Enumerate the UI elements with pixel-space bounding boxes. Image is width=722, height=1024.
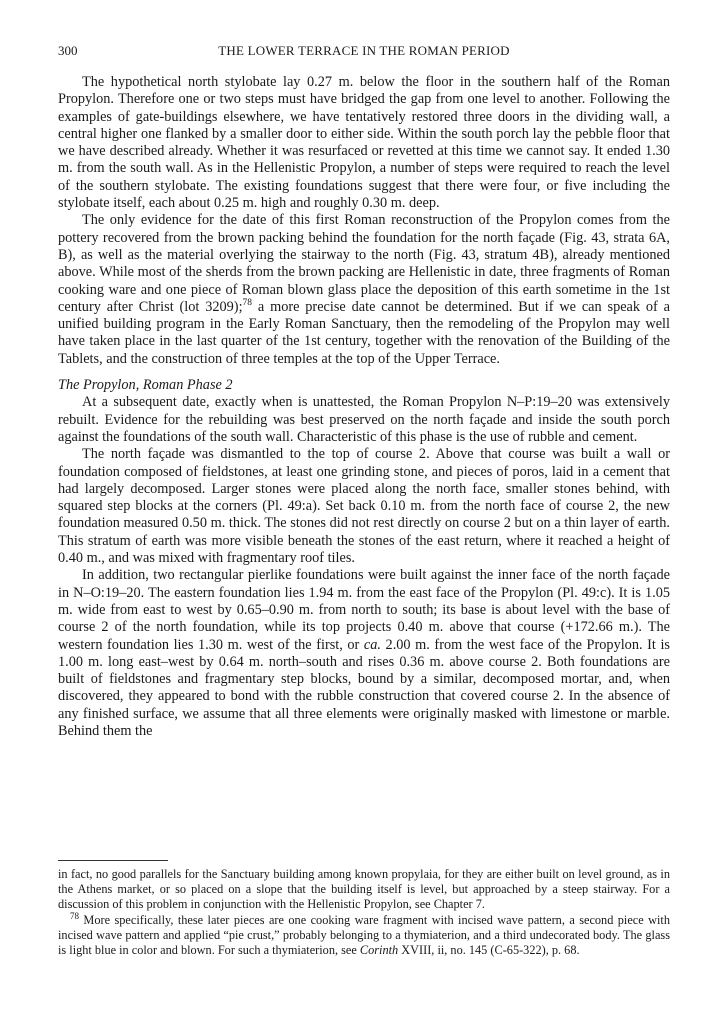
footnote-78 xyxy=(58,913,670,957)
italic-abbrev: ca. xyxy=(363,636,381,653)
paragraph xyxy=(58,567,670,740)
running-head: THE LOWER TERRACE IN THE ROMAN PERIOD xyxy=(218,43,510,58)
section-heading: The Propylon, Roman Phase 2 xyxy=(58,377,233,394)
footnote-divider xyxy=(58,860,168,861)
footnote-text: XVIII, ii, no. 145 (C-65-322), p. 68. xyxy=(398,942,580,957)
paragraph: At a subsequent date, exactly when is unattested, the Roman Propylon N–P:19–20 was extensively rebuilt. Evidence for the rebuilding was best preserved on the north façade and inside the south porch against the foundations of the south wall. Characteristic of this phase is the use of rubble and cement. xyxy=(58,394,670,445)
footnotes xyxy=(58,860,670,958)
paragraph-text: In addition, two rectangular pierlike foundations were built against the inner face of the north façade in N–O:19–20. The eastern foundation lies 1.94 m. from the east face of the Propylon (Pl. 49:c). It is 1.05 m. wide from east to west by 0.65–0.90 m. from north to south; its base is about level with the base of course 2 of the north foundation, while its top projects 0.40 m. above that course (+172.66 m.). The western foundation lies 1.30 m. west of the first, or xyxy=(58,567,670,653)
footnote-number: 78 xyxy=(70,911,79,922)
page-number: 300 xyxy=(58,43,78,58)
paragraph: The north façade was dismantled to the top of course 2. Above that course was built a wall or foundation composed of fieldstones, at least one grinding stone, and pieces of poros, laid in a cement that had largely decomposed. Larger stones were placed along the north face, smaller stones behind, with squared step blocks at the corners (Pl. 49:a). Set back 0.10 m. from the north face of course 2, the new foundation measured 0.50 m. thick. The stones did not rest directly on course 2 but on a thin layer of earth. This stratum of earth was more visible beneath the stones of the east return, where it reached a height of 0.40 m., and was mixed with fragmentary roof tiles. xyxy=(58,446,670,567)
main-text xyxy=(58,74,670,740)
paragraph-text: a more precise date cannot be determined. But if we can speak of a unified building program in the Early Roman Sanctuary, then the remodeling of the Propylon may well have taken place in the last quarter of the 1st century, together with the renovation of the Building of the Tablets, and the construction of three temples at the top of the Upper Terrace. xyxy=(58,298,670,367)
paragraph-text: The only evidence for the date of this first Roman reconstruction of the Propylon comes from the pottery recovered from the brown packing behind the foundation for the north façade (Fig. 43, strata 6A, B), as well as the material overlying the stairway to the north (Fig. 43, stratum 4B), already mentioned above. While most of the sherds from the brown packing are Hellenistic in date, three fragments of Roman cooking ware and one piece of Roman blown glass place the deposition of this earth sometime in the 1st century after Christ (lot 3209); xyxy=(58,212,670,315)
footnote-text: More specifically, these later pieces are one cooking ware fragment with incised wave pattern, a second piece with incised wave pattern and applied “pie crust,” probably belonging to a thymiaterion, and a third undecorated body. The glass is light blue in color and blown. For such a thymiaterion, see xyxy=(58,913,670,957)
paragraph-text: 2.00 m. from the west face of the Propylon. It is 1.00 m. long east–west by 0.64 m. north–south and rises 0.36 m. above course 2. Both foundations are built of fieldstones and fragmentary step blocks, bound by a similar, decomposed mortar, and, when discovered, they appeared to bond with the rubble construction that covered course 2. In the absence of any finished surface, we assume that all three elements were originally masked with limestone or marble. Behind them the xyxy=(58,636,670,739)
paragraph: The hypothetical north stylobate lay 0.27 m. below the floor in the southern half of the Roman Propylon. Therefore one or two steps must have bridged the gap from one level to another. Following the examples of gate-buildings elsewhere, we have tentatively restored three doors in the dividing wall, a central higher one flanked by a smaller door to either side. Within the south porch lay the pebble floor that we have described already. Whether it was resurfaced or revetted at this time we cannot say. It ended 1.30 m. from the south wall. As in the Hellenistic Propylon, a number of steps were required to reach the level of the southern stylobate. The existing foundations suggest that there were four, or five including the stylobate itself, each about 0.25 m. high and roughly 0.30 m. deep. xyxy=(58,74,670,212)
footnote-ref: 78 xyxy=(242,298,253,309)
italic-title: Corinth xyxy=(359,942,399,957)
page-header xyxy=(58,42,670,60)
paragraph xyxy=(58,212,670,368)
footnote-continued: in fact, no good parallels for the Sanctuary building among known propylaia, for they are either built on level ground, as in the Athens market, or so placed on a slope that the building itself is level, but approached by a steep stairway. For a discussion of this problem in conjunction with the Hellenistic Propylon, see Chapter 7. xyxy=(58,867,670,911)
